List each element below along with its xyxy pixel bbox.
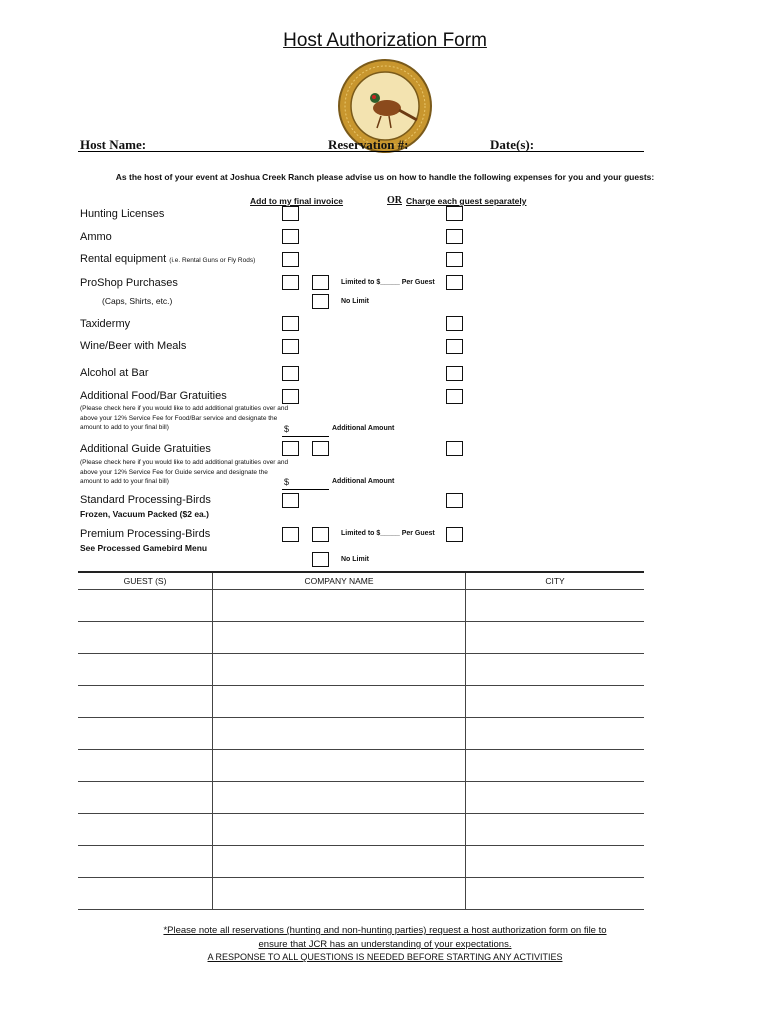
footer-note-line-1: *Please note all reservations (hunting and non-hunting parties) request a host authorization form on file to — [163, 925, 607, 936]
company-cell[interactable] — [213, 878, 466, 910]
column-charge-guest: Charge each guest separately — [406, 196, 527, 206]
page-title: Host Authorization Form — [283, 30, 487, 51]
proshop-label: ProShop Purchases — [80, 277, 178, 289]
company-cell[interactable] — [213, 782, 466, 814]
taxidermy-invoice-checkbox[interactable] — [282, 316, 299, 331]
guest-cell[interactable] — [78, 686, 213, 718]
hunting-guest-checkbox[interactable] — [446, 206, 463, 221]
premium-guest-checkbox[interactable] — [446, 527, 463, 542]
premium-processing-sub: See Processed Gamebird Menu — [80, 543, 208, 553]
dates-label: Date(s): — [490, 137, 535, 152]
company-cell[interactable] — [213, 686, 466, 718]
guest-cell[interactable] — [78, 718, 213, 750]
rental-note: (i.e. Rental Guns or Fly Rods) — [169, 257, 256, 264]
guest-cell[interactable] — [78, 814, 213, 846]
column-add-to-invoice: Add to my final invoice — [250, 196, 344, 206]
city-cell[interactable] — [466, 782, 645, 814]
hunting-invoice-checkbox[interactable] — [282, 206, 299, 221]
guide-amount-line[interactable] — [282, 489, 329, 490]
guide-gratuities-note: (Please check here if you would like to add additional gratuities over and above your 12% Service Fee for Guide service and designate the amount to add to your final bill) — [80, 459, 289, 485]
proshop-limited-checkbox[interactable] — [312, 275, 329, 290]
footer-note-line-3: A RESPONSE TO ALL QUESTIONS IS NEEDED BEFORE STARTING ANY ACTIVITIES — [207, 952, 563, 962]
guest-table — [78, 571, 644, 910]
taxidermy-label: Taxidermy — [80, 318, 131, 330]
guide-dollar-sign: $ — [284, 477, 290, 487]
city-cell[interactable] — [466, 654, 645, 686]
wine-guest-checkbox[interactable] — [446, 339, 463, 354]
rental-invoice-checkbox[interactable] — [282, 252, 299, 267]
premium-processing-label: Premium Processing-Birds — [80, 528, 211, 540]
city-cell[interactable] — [466, 718, 645, 750]
table-header-row — [78, 572, 644, 590]
company-cell[interactable] — [213, 846, 466, 878]
table-row — [78, 750, 644, 782]
table-row — [78, 814, 644, 846]
food-dollar-sign: $ — [284, 424, 290, 434]
header-underline — [78, 151, 644, 152]
premium-limited-label: Limited to $_____ Per Guest — [341, 530, 435, 537]
alcohol-guest-checkbox[interactable] — [446, 366, 463, 381]
ammo-label: Ammo — [80, 231, 112, 243]
food-additional-amount-label: Additional Amount — [332, 425, 395, 432]
guide-gratuities-checkbox-2[interactable] — [312, 441, 329, 456]
city-cell[interactable] — [466, 686, 645, 718]
premium-nolimit-checkbox[interactable] — [312, 552, 329, 567]
guide-additional-amount-label: Additional Amount — [332, 478, 395, 485]
standard-processing-guest-checkbox[interactable] — [446, 493, 463, 508]
guide-gratuities-guest-checkbox[interactable] — [446, 441, 463, 456]
standard-processing-sub: Frozen, Vacuum Packed ($2 ea.) — [80, 509, 209, 519]
premium-limited-checkbox[interactable] — [312, 527, 329, 542]
alcohol-invoice-checkbox[interactable] — [282, 366, 299, 381]
host-name-label: Host Name: — [80, 137, 147, 152]
proshop-limited-label: Limited to $_____ Per Guest — [341, 279, 435, 286]
city-cell[interactable] — [466, 878, 645, 910]
alcohol-bar-label: Alcohol at Bar — [80, 367, 149, 379]
taxidermy-guest-checkbox[interactable] — [446, 316, 463, 331]
table-row — [78, 686, 644, 718]
company-cell[interactable] — [213, 654, 466, 686]
wine-invoice-checkbox[interactable] — [282, 339, 299, 354]
proshop-nolimit-label: No Limit — [341, 298, 369, 305]
wine-beer-label: Wine/Beer with Meals — [80, 340, 187, 352]
table-row — [78, 590, 644, 622]
table-row — [78, 654, 644, 686]
table-row — [78, 782, 644, 814]
proshop-guest-checkbox[interactable] — [446, 275, 463, 290]
guide-gratuities-checkbox[interactable] — [282, 441, 299, 456]
food-amount-line[interactable] — [282, 436, 329, 437]
ammo-invoice-checkbox[interactable] — [282, 229, 299, 244]
company-column-header: COMPANY NAME — [213, 572, 466, 590]
ammo-guest-checkbox[interactable] — [446, 229, 463, 244]
reservation-label: Reservation #: — [328, 137, 409, 152]
guest-cell[interactable] — [78, 590, 213, 622]
food-gratuities-note: (Please check here if you would like to add additional gratuities over and above your 12% Service Fee for Food/Bar service and designate the amount to add to your final bill) — [80, 405, 289, 431]
premium-processing-checkbox[interactable] — [282, 527, 299, 542]
rental-equipment-label: Rental equipment (i.e. Rental Guns or Fly Rods) — [80, 253, 256, 265]
table-row — [78, 878, 644, 910]
city-cell[interactable] — [466, 590, 645, 622]
guest-column-header: GUEST (S) — [78, 572, 213, 590]
food-gratuities-guest-checkbox[interactable] — [446, 389, 463, 404]
city-column-header: CITY — [466, 572, 645, 590]
premium-nolimit-label: No Limit — [341, 556, 369, 563]
table-row — [78, 846, 644, 878]
guide-gratuities-label: Additional Guide Gratuities — [80, 443, 211, 455]
company-cell[interactable] — [213, 590, 466, 622]
hunting-licenses-label: Hunting Licenses — [80, 208, 165, 220]
guest-cell[interactable] — [78, 622, 213, 654]
guest-cell[interactable] — [78, 750, 213, 782]
guest-cell[interactable] — [78, 846, 213, 878]
company-cell[interactable] — [213, 718, 466, 750]
company-cell[interactable] — [213, 814, 466, 846]
rental-guest-checkbox[interactable] — [446, 252, 463, 267]
guest-cell[interactable] — [78, 782, 213, 814]
company-cell[interactable] — [213, 622, 466, 654]
food-gratuities-label: Additional Food/Bar Gratuities — [80, 390, 227, 402]
guest-cell[interactable] — [78, 878, 213, 910]
proshop-invoice-checkbox[interactable] — [282, 275, 299, 290]
column-or: OR — [387, 195, 402, 206]
standard-processing-checkbox[interactable] — [282, 493, 299, 508]
table-row — [78, 622, 644, 654]
intro-text: As the host of your event at Joshua Creek Ranch please advise us on how to handle the following expenses for you and your guests: — [115, 172, 655, 182]
city-cell[interactable] — [466, 814, 645, 846]
footer-note-line-2: ensure that JCR has an understanding of your expectations. — [258, 939, 512, 950]
standard-processing-label: Standard Processing-Birds — [80, 494, 211, 506]
city-cell[interactable] — [466, 750, 645, 782]
proshop-sub-label: (Caps, Shirts, etc.) — [102, 296, 173, 306]
company-cell[interactable] — [213, 750, 466, 782]
proshop-nolimit-checkbox[interactable] — [312, 294, 329, 309]
city-cell[interactable] — [466, 846, 645, 878]
table-row — [78, 718, 644, 750]
guest-cell[interactable] — [78, 654, 213, 686]
food-gratuities-checkbox[interactable] — [282, 389, 299, 404]
city-cell[interactable] — [466, 622, 645, 654]
